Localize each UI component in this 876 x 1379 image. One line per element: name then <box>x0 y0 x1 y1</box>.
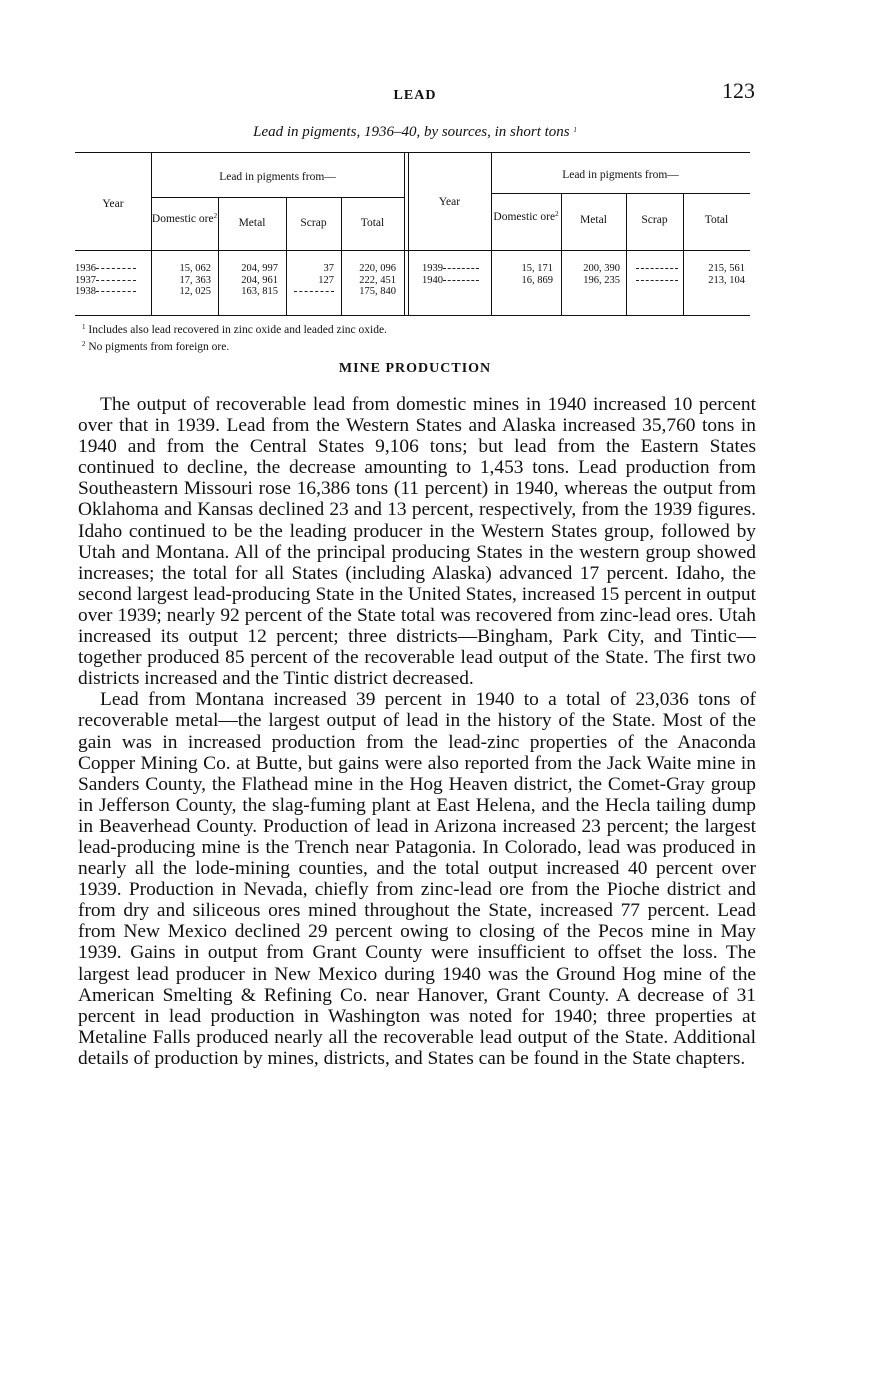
table-caption-footnote-mark: 1 <box>573 126 577 134</box>
scrap-header-left: Scrap <box>300 217 327 229</box>
table-row-year: 1936 <box>75 263 151 275</box>
table-rule <box>683 193 684 315</box>
left-total-column <box>341 263 396 298</box>
year-header-left: Year <box>102 198 124 210</box>
table-caption-text: Lead in pigments, 1936–40, by sources, in short tons <box>253 124 570 140</box>
domestic-ore-header-left <box>151 210 218 226</box>
table-cell: 204, 961 <box>241 274 278 286</box>
total-header-right: Total <box>704 214 729 226</box>
group-header-right: Lead in pigments from— <box>562 169 679 181</box>
table-rule <box>626 193 627 315</box>
table-row-year: 1939 <box>422 263 491 275</box>
table-cell: 213, 104 <box>708 274 745 286</box>
domestic-ore-label: Domestic ore <box>151 213 214 225</box>
table-cell: 37 <box>323 263 334 274</box>
metal-header-left: Metal <box>238 217 266 229</box>
table-cell: 15, 171 <box>521 263 553 274</box>
left-domestic-ore-column <box>151 263 211 298</box>
right-years-column <box>422 263 491 286</box>
table-cell: 175, 840 <box>359 286 396 297</box>
table-row-year: 1940 <box>422 275 491 287</box>
scrap-header-right: Scrap <box>641 214 668 226</box>
total-header-left: Total <box>360 217 385 229</box>
paragraph: Lead from Montana increased 39 percent in 1940 to a total of 23,036 tons of recoverable metal—the largest output of lead in the history of the State. Most of the gain was in increased production from the lead-zinc properties of the Anaconda Copper Mining Co. at Butte, but gains were also reported from the Jack Waite mine in Sanders County, the Flathead mine in the Hog Heaven district, the Comet-Gray group in Jefferson County, the slag-fuming plant at East Helena, and the Hecla tailing dump in Beaverhead County. Production of lead in Arizona increased 23 percent; the largest lead-producing mine is the Trench near Patagonia. In Colorado, lead was produced in nearly all the lode-mining counties, and the total output increased 40 percent over 1939. Production in Nevada, chiefly from zinc-lead ore from the Pioche district and from dry and siliceous ores mined throughout the State, increased 77 percent. Lead from New Mexico declined 29 percent owing to closing of the Pecos mine in May 1939. Gains in output from Grant County were insufficient to offset the loss. The largest lead producer in New Mexico during 1940 was the Ground Hog mine of the American Smelting & Refining Co. near Hanover, Grant County. A decrease of 31 percent in lead production in Washington was noted for 1940; three properties at Metaline Falls produced nearly all the recoverable lead output of the State. Additional details of production by mines, districts, and States can be found in the State chapters. <box>78 689 756 1069</box>
table-cell: 16, 869 <box>521 274 553 286</box>
table-cell: 12, 025 <box>179 286 211 297</box>
table-cell: 163, 815 <box>241 286 278 297</box>
table-cell-empty <box>626 275 678 287</box>
running-title: LEAD <box>393 88 437 103</box>
paragraph: The output of recoverable lead from domestic mines in 1940 increased 10 percent over that in 1939. Lead from the Western States and Alaska increased 35,760 tons in 1940 and from the Central States 9,106 tons; but lead from the Eastern States continued to decline, the decrease amounting to 1,453 tons. Lead production from Southeastern Missouri rose 16,386 tons (11 percent) in 1940, whereas the output from Oklahoma and Kansas declined 23 and 13 percent, respectively, from the 1939 figures. Idaho continued to be the leading producer in the Western States group, followed by Utah and Montana. All of the principal producing States in the western group showed increases; the total for all States (including Alaska) advanced 17 percent. Idaho, the second largest lead-producing State in the United States, increased 15 percent in output over 1939; nearly 92 percent of the State total was recovered from zinc-lead ores. Utah increased its output 12 percent; three districts—Bingham, Park City, and Tintic—together produced 85 percent of the recoverable lead output of the State. The first two districts increased and the Tintic district decreased. <box>78 394 756 690</box>
table-row-year: 1937 <box>75 275 151 287</box>
page-number: 123 <box>722 78 755 103</box>
table-cell: 200, 390 <box>583 263 620 274</box>
table-rule <box>561 193 562 315</box>
group-header-left: Lead in pigments from— <box>219 171 336 183</box>
table-cell: 222, 451 <box>359 274 396 286</box>
footnote: $^1$ Includes also lead recovered in zinc oxide and leaded zinc oxide. <box>82 323 387 336</box>
table-row-year: 1938 <box>75 286 151 298</box>
right-scrap-column <box>626 263 678 286</box>
table-cell-empty <box>626 263 678 275</box>
domestic-ore-header-right <box>491 208 561 224</box>
body-text <box>78 394 756 1069</box>
left-scrap-column <box>286 263 334 298</box>
page-header <box>75 78 755 114</box>
right-metal-column <box>561 263 620 286</box>
table-cell: 215, 561 <box>708 263 745 274</box>
domestic-ore-footnote-mark: 2 <box>213 212 218 220</box>
table-cell: 127 <box>318 274 334 286</box>
domestic-ore-label: Domestic ore <box>493 211 556 223</box>
table-cell: 196, 235 <box>583 274 620 286</box>
table-cell: 15, 062 <box>179 263 211 274</box>
table-rule <box>491 193 750 194</box>
section-heading: MINE PRODUCTION <box>338 361 492 376</box>
domestic-ore-footnote-mark: 2 <box>555 210 559 218</box>
table-rule <box>75 250 750 251</box>
year-header-right: Year <box>438 196 461 208</box>
table-footnotes <box>82 320 387 354</box>
table-cell: 204, 997 <box>241 263 278 274</box>
table-rule <box>151 197 404 198</box>
right-domestic-ore-column <box>491 263 553 286</box>
left-metal-column <box>218 263 278 298</box>
table-cell-empty <box>286 286 334 298</box>
table-rule <box>404 153 405 315</box>
metal-header-right: Metal <box>580 214 607 226</box>
table-cell: 17, 363 <box>179 274 211 286</box>
table-rule <box>408 153 409 315</box>
table-caption <box>75 124 755 141</box>
left-years-column <box>75 263 151 298</box>
table-cell: 220, 096 <box>359 263 396 274</box>
footnote: $^2$ No pigments from foreign ore. <box>82 340 230 353</box>
right-total-column <box>683 263 745 286</box>
pigments-table <box>75 152 750 316</box>
